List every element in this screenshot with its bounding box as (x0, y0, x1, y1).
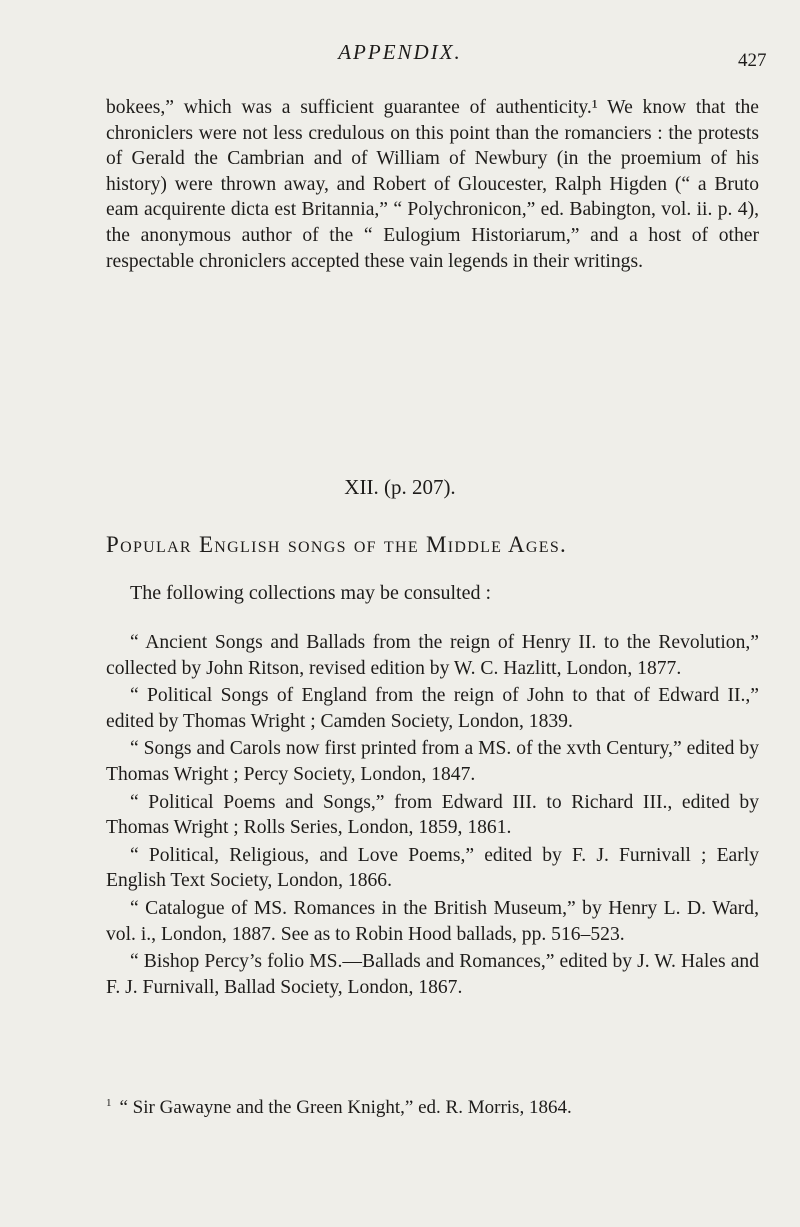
section-title: Popular English songs of the Middle Ages. (106, 532, 568, 557)
bibliography-list (106, 630, 759, 1002)
intro-paragraph: bokees,” which was a sufficient guarantee of authenticity.¹ We know that the chroniclers were not less credulous on this point than the romanciers : the protests of Gerald the Cambrian and of William of Newbury (in the proemium of his history) were thrown away, and Robert of Gloucester, Ralph Higden (“ a Bruto eam acquirente dicta est Britannia,” “ Polychronicon,” ed. Babington, vol. ii. p. 4), the anonymous author of the “ Eulogium Historiarum,” and a host of other respectable chroniclers accepted these vain legends in their writings. (106, 97, 759, 272)
bibliography-entry: “ Political Songs of England from the reign of John to that of Edward II.,” edited by Thomas Wright ; Camden Society, London, 1839. (106, 685, 759, 732)
bibliography-entry: “ Ancient Songs and Ballads from the reign of Henry II. to the Revolution,” collected by John Ritson, revised edition by W. C. Hazlitt, London, 1877. (106, 632, 759, 679)
section-number: XII. (p. 207). (344, 475, 456, 499)
intro-paragraph-block (106, 95, 759, 274)
bibliography-entry: “ Political, Religious, and Love Poems,” edited by F. J. Furnivall ; Early English Text Society, London, 1866. (106, 844, 759, 892)
bibliography-entry: “ Songs and Carols now first printed from a MS. of the xvth Century,” edited by Thomas Wright ; Percy Society, London, 1847. (106, 738, 759, 785)
section-lead: The following collections may be consulted : (130, 582, 492, 604)
bibliography-entry: “ Political Poems and Songs,” from Edward III. to Richard III., edited by Thomas Wright ; Rolls Series, London, 1859, 1861. (106, 791, 759, 839)
running-head: APPENDIX. (338, 40, 462, 64)
bibliography-entry: “ Catalogue of MS. Romances in the British Museum,” by Henry L. D. Ward, vol. i., London, 1887. See as to Robin Hood ballads, pp. 516–523. (106, 897, 759, 945)
footnote-text: “ Sir Gawayne and the Green Knight,” ed. R. Morris, 1864. (119, 1097, 572, 1118)
footnote (106, 1097, 766, 1119)
page-number: 427 (738, 50, 767, 71)
bibliography-entry: “ Bishop Percy’s folio MS.—Ballads and Romances,” edited by J. W. Hales and F. J. Furnivall, Ballad Society, London, 1867. (106, 951, 759, 998)
footnote-marker: 1 (106, 1097, 112, 1109)
